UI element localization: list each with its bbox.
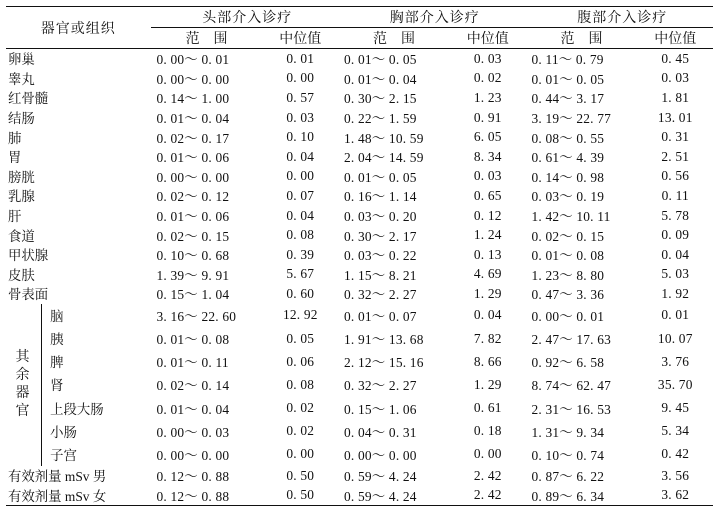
median-cell-head: 0. 10 [286,129,315,145]
median-cell-abdomen: 9. 45 [661,400,690,416]
range-cell-chest: 0. 30～ 2. 17 [344,228,417,244]
table-row [6,108,713,128]
table-body [6,49,713,506]
range-cell-chest: 0. 22～ 1. 59 [344,111,417,127]
range-cell-chest: 0. 30～ 2. 15 [344,91,417,107]
median-cell-abdomen: 5. 78 [661,207,690,223]
table-row [6,88,713,108]
median-cell-abdomen: 1. 92 [661,285,690,301]
range-cell-head: 0. 01～ 0. 04 [156,111,230,127]
range-cell-abdomen: 3. 19～ 22. 77 [531,111,612,127]
sub-organ-label: 小肠 [42,420,151,443]
median-cell-head: 5. 67 [286,266,315,282]
range-cell-abdomen: 0. 89～ 6. 34 [525,486,637,506]
organ-label: 卵巢 [8,52,35,68]
dose-table [6,6,713,506]
table-row [6,350,713,373]
range-cell-head: 3. 16～ 22. 60 [156,308,237,324]
median-cell-abdomen: 3. 56 [661,467,690,483]
range-cell-head: 0. 01～ 0. 08 [156,332,230,347]
median-cell-chest: 7. 82 [473,330,502,346]
range-cell-chest: 0. 59～ 4. 24 [338,486,450,506]
range-cell-chest: 2. 04～ 14. 59 [344,150,424,166]
organ-label: 肝 [8,209,22,225]
median-cell-abdomen: 0. 42 [661,446,690,462]
table-row [6,265,713,285]
range-cell-head: 1. 39～ 9. 91 [156,267,230,283]
median-cell-chest: 0. 02 [473,70,502,86]
sub-organ-label: 胰 [42,327,151,350]
median-cell-head: 0. 04 [286,207,315,223]
range-cell-chest: 0. 04～ 0. 31 [344,424,417,440]
median-cell-head: 0. 05 [286,330,315,346]
table-row [6,284,713,304]
median-cell-head: 0. 03 [286,109,315,125]
range-cell-abdomen: 0. 02～ 0. 15 [531,228,605,244]
median-cell-head: 12. 92 [282,307,318,323]
median-cell-chest: 0. 04 [473,307,502,323]
median-cell-head: 0. 08 [286,376,315,392]
sub-organ-label: 子宫 [42,443,151,466]
range-cell-abdomen: 0. 44～ 3. 17 [531,91,605,107]
range-cell-chest: 0. 32～ 2. 27 [344,287,417,303]
table-row [6,396,713,419]
effective-dose-label: 有效剂量 mSv 男 [8,469,107,485]
median-cell-head: 0. 00 [286,168,315,184]
range-cell-chest: 0. 03～ 0. 20 [344,209,417,225]
sub-organ-label: 上段大肠 [42,396,151,419]
table-row [6,373,713,396]
median-cell-abdomen: 5. 03 [661,266,690,282]
median-cell-abdomen: 0. 04 [661,246,690,262]
median-cell-chest: 6. 05 [473,129,502,145]
organ-label: 乳腺 [8,189,35,205]
median-cell-head: 0. 02 [286,400,315,416]
median-cell-abdomen: 0. 09 [661,227,690,243]
range-cell-chest: 0. 01～ 0. 07 [344,308,417,324]
range-cell-abdomen: 0. 10～ 0. 74 [531,447,605,463]
table-row [6,225,713,245]
effective-dose-row [6,486,713,506]
organ-label: 结肠 [8,111,35,127]
table-row [6,49,713,69]
range-cell-head: 0. 01～ 0. 06 [156,150,230,166]
range-cell-chest: 0. 15～ 1. 06 [344,401,417,417]
range-cell-chest: 0. 59～ 4. 24 [344,469,417,485]
median-cell-head: 0. 07 [286,187,315,203]
median-cell-head: 0. 50 [263,486,338,506]
median-header: 中位值 [450,28,525,49]
range-cell-head: 0. 10～ 0. 68 [156,248,230,264]
header-row-groups [6,7,713,28]
organ-column-header: 器官或组织 [6,7,151,49]
range-cell-chest: 0. 00～ 0. 00 [344,447,417,463]
median-cell-chest: 2. 42 [473,467,502,483]
median-cell-abdomen: 0. 45 [661,50,690,66]
table-row [6,443,713,466]
range-cell-abdomen: 1. 23～ 8. 80 [531,267,605,283]
median-cell-chest: 2. 42 [450,486,525,506]
median-cell-head: 0. 00 [286,446,315,462]
median-cell-chest: 1. 29 [473,376,502,392]
range-cell-abdomen: 0. 08～ 0. 55 [531,130,605,146]
effective-dose-label: 有效剂量 mSv 女 [6,486,151,506]
range-cell-abdomen: 0. 01～ 0. 08 [531,248,605,264]
range-cell-chest: 1. 15～ 8. 21 [344,267,417,283]
organ-label: 睾丸 [8,71,35,87]
median-cell-head: 0. 08 [286,227,315,243]
range-cell-chest: 0. 16～ 1. 14 [344,189,417,205]
median-cell-chest: 0. 00 [473,446,502,462]
range-cell-head: 0. 12～ 0. 88 [156,469,230,485]
median-cell-chest: 0. 18 [473,423,502,439]
table-row [6,127,713,147]
range-cell-abdomen: 0. 14～ 0. 98 [531,169,605,185]
range-cell-head: 0. 00～ 0. 03 [156,424,230,440]
range-cell-head: 0. 12～ 0. 88 [151,486,263,506]
median-cell-chest: 1. 24 [473,227,502,243]
sub-organ-label: 脾 [42,350,151,373]
organ-label: 皮肤 [8,267,35,283]
median-cell-abdomen: 2. 51 [661,148,690,164]
range-cell-abdomen: 0. 92～ 6. 58 [531,355,605,371]
range-cell-head: 0. 00～ 0. 00 [156,447,230,463]
median-cell-head: 0. 01 [286,50,315,66]
range-cell-abdomen: 1. 31～ 9. 34 [531,424,605,440]
range-cell-abdomen: 2. 47～ 17. 63 [531,332,612,347]
median-cell-chest: 0. 03 [473,168,502,184]
median-cell-head: 0. 06 [286,353,315,369]
table-row [6,69,713,89]
median-cell-abdomen: 0. 11 [661,187,689,203]
median-cell-abdomen: 3. 62 [638,486,713,506]
range-cell-abdomen: 0. 01～ 0. 05 [531,71,605,87]
group-header-head: 头部介入诊疗 [151,7,338,28]
range-cell-head: 0. 02～ 0. 15 [156,228,230,244]
range-cell-abdomen: 0. 00～ 0. 01 [531,308,605,324]
range-cell-head: 0. 02～ 0. 14 [156,378,230,394]
median-cell-head: 0. 50 [286,467,315,483]
median-cell-abdomen: 5. 34 [661,423,690,439]
median-cell-abdomen: 0. 01 [661,307,690,323]
range-cell-chest: 2. 12～ 15. 16 [344,355,424,371]
other-organs-label-char: 器 [15,385,30,401]
range-cell-abdomen: 0. 61～ 4. 39 [531,150,605,166]
range-cell-head: 0. 00～ 0. 00 [156,71,230,87]
median-cell-chest: 0. 03 [473,50,502,66]
table-row [6,167,713,187]
range-cell-head: 0. 02～ 0. 12 [156,189,230,205]
range-cell-chest: 0. 03～ 0. 22 [344,248,417,264]
range-cell-abdomen: 2. 31～ 16. 53 [531,401,612,417]
organ-label: 骨表面 [8,287,49,303]
range-cell-abdomen: 1. 42～ 10. 11 [531,209,611,225]
sub-organ-label: 脑 [42,304,151,327]
organ-label: 胃 [8,150,22,166]
range-cell-chest: 0. 01～ 0. 04 [344,71,417,87]
organ-label: 肺 [8,130,22,146]
median-cell-chest: 4. 69 [473,266,502,282]
median-cell-abdomen: 13. 01 [657,109,693,125]
range-cell-head: 0. 01～ 0. 11 [156,355,229,371]
table-row [6,420,713,443]
table-row [6,147,713,167]
organ-label: 膀胱 [8,169,35,185]
table-row [6,245,713,265]
median-cell-chest: 0. 12 [473,207,502,223]
range-cell-abdomen: 0. 03～ 0. 19 [531,189,605,205]
median-header: 中位值 [638,28,713,49]
group-header-chest: 胸部介入诊疗 [338,7,525,28]
range-cell-head: 0. 01～ 0. 04 [156,401,230,417]
range-cell-abdomen: 0. 47～ 3. 36 [531,287,605,303]
organ-label: 红骨髓 [8,91,49,107]
median-cell-abdomen: 3. 76 [661,353,690,369]
median-cell-chest: 0. 13 [473,246,502,262]
median-cell-head: 0. 57 [286,89,315,105]
range-cell-chest: 1. 48～ 10. 59 [344,130,424,146]
group-header-abdomen: 腹部介入诊疗 [525,7,713,28]
other-organs-group-label [6,304,42,466]
sub-organ-label: 肾 [42,373,151,396]
other-organs-label-char: 余 [15,367,30,383]
range-cell-abdomen: 0. 11～ 0. 79 [531,52,604,68]
median-cell-abdomen: 0. 56 [661,168,690,184]
table-row [6,327,713,350]
effective-dose-row [6,466,713,486]
range-cell-head: 0. 00～ 0. 01 [156,52,230,68]
range-cell-chest: 0. 32～ 2. 27 [344,378,417,394]
median-cell-chest: 1. 29 [473,285,502,301]
table-row [6,186,713,206]
median-cell-head: 0. 02 [286,423,315,439]
range-header: 范 围 [338,28,450,49]
median-header: 中位值 [263,28,338,49]
range-cell-chest: 0. 01～ 0. 05 [344,169,417,185]
median-cell-head: 0. 60 [286,285,315,301]
median-cell-chest: 8. 34 [473,148,502,164]
median-cell-abdomen: 10. 07 [657,330,693,346]
range-cell-head: 0. 14～ 1. 00 [156,91,230,107]
median-cell-head: 0. 04 [286,148,315,164]
range-cell-chest: 1. 91～ 13. 68 [344,332,424,347]
median-cell-abdomen: 0. 31 [661,129,690,145]
median-cell-chest: 0. 61 [473,400,502,416]
other-organs-label-char: 官 [15,403,30,419]
range-header: 范 围 [525,28,637,49]
range-cell-head: 0. 02～ 0. 17 [156,130,230,146]
range-cell-chest: 0. 01～ 0. 05 [344,52,417,68]
range-header: 范 围 [151,28,263,49]
median-cell-chest: 0. 65 [473,187,502,203]
median-cell-head: 0. 39 [286,246,315,262]
organ-label: 甲状腺 [8,248,49,264]
range-cell-head: 0. 15～ 1. 04 [156,287,230,303]
median-cell-abdomen: 0. 03 [661,70,690,86]
median-cell-chest: 0. 91 [473,109,502,125]
median-cell-head: 0. 00 [286,70,315,86]
range-cell-head: 0. 01～ 0. 06 [156,209,230,225]
organ-label: 食道 [8,228,35,244]
range-cell-abdomen: 8. 74～ 62. 47 [531,378,612,394]
median-cell-chest: 1. 23 [473,89,502,105]
median-cell-abdomen: 35. 70 [657,376,693,392]
median-cell-abdomen: 1. 81 [661,89,690,105]
other-organs-label-char: 其 [15,349,30,365]
range-cell-abdomen: 0. 87～ 6. 22 [531,469,605,485]
table-row [6,304,713,327]
table-row [6,206,713,226]
range-cell-head: 0. 00～ 0. 00 [156,169,230,185]
median-cell-chest: 8. 66 [473,353,502,369]
